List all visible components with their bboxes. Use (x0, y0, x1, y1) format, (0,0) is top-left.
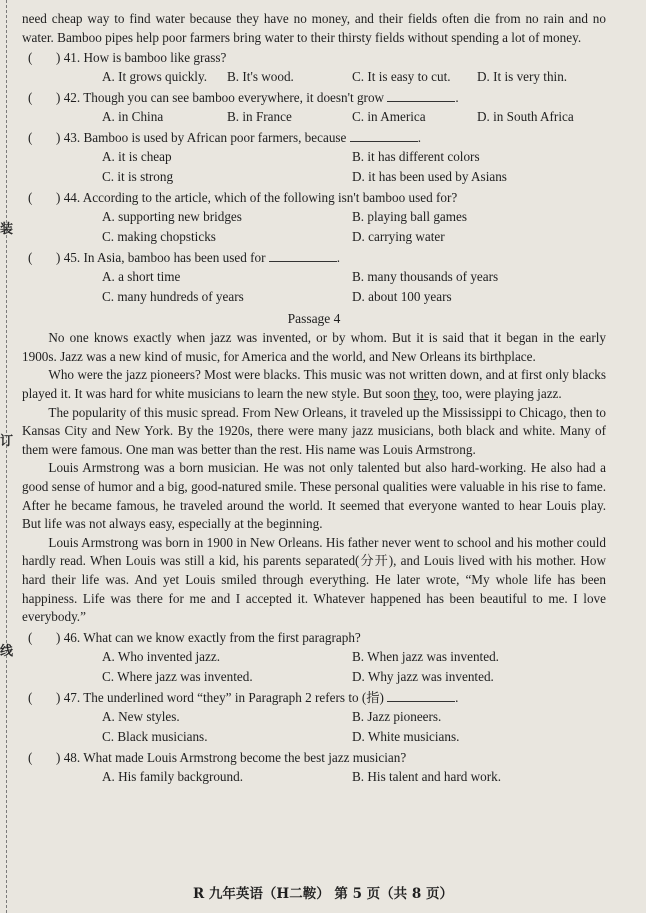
option-b[interactable]: B. many thousands of years (352, 269, 499, 285)
question-text: ) 41. How is bamboo like grass? (56, 50, 227, 66)
question-item (22, 188, 606, 247)
option-b[interactable]: B. His talent and hard work. (352, 768, 502, 784)
question-text: ) 42. Though you can see bamboo everywhere, it doesn't grow (56, 90, 385, 106)
answer-paren[interactable]: ( (28, 90, 33, 106)
option-c[interactable]: C. Black musicians. (102, 728, 208, 744)
option-a[interactable]: A. His family background. (102, 768, 244, 784)
options-grid (102, 107, 606, 127)
option-b[interactable]: B. it has different colors (352, 149, 480, 165)
question-text: ) 46. What can we know exactly from the first paragraph? (56, 629, 361, 645)
question-text: ) 43. Bamboo is used by African poor farmers, because (56, 130, 347, 146)
question-stem (22, 248, 606, 267)
option-c[interactable]: C. It is easy to cut. (352, 69, 451, 85)
underlined-word-they: they (413, 385, 436, 401)
question-text: ) 48. What made Louis Armstrong become the best jazz musician? (56, 749, 407, 765)
question-text: ) 44. According to the article, which of the following isn't bamboo used for? (56, 190, 458, 206)
question-item (22, 128, 606, 187)
options-grid (102, 207, 606, 247)
question-stem (22, 88, 606, 107)
question-text: ) 47. The underlined word “they” in Paragraph 2 refers to (指) (56, 689, 384, 705)
question-item (22, 88, 606, 127)
answer-blank[interactable] (387, 89, 455, 102)
option-b[interactable]: B. in France (227, 109, 292, 125)
options-grid (102, 67, 606, 87)
page-footer: R 九年英语（H二鞍） 第 5 页（共 8 页） (193, 886, 453, 902)
answer-paren[interactable]: ( (28, 250, 33, 266)
question-suffix: . (336, 250, 341, 266)
option-a[interactable]: A. in China (102, 109, 164, 125)
option-b[interactable]: B. playing ball games (352, 209, 468, 225)
option-d[interactable]: D. White musicians. (352, 728, 460, 744)
question-suffix: . (455, 689, 459, 705)
question-stem (22, 188, 606, 207)
options-grid (102, 147, 606, 187)
answer-blank[interactable] (269, 249, 337, 262)
passage-paragraph-3: The popularity of this music spread. From New Orleans, it traveled up the Mississippi to Chicago, then to Kansas City and New York. By the 1920s, there were many jazz musicians, both black and white. Many of them were famous. One man was better than the rest. His name was Louis Armstrong. (22, 404, 606, 457)
option-a[interactable]: A. New styles. (102, 708, 180, 724)
option-d[interactable]: D. Why jazz was invented. (352, 668, 494, 684)
passage-paragraph-1: No one knows exactly when jazz was invented, or by whom. But it is said that it began in the early 1900s. Jazz was a new kind of music, for America and the world, and New Orleans its birthplace. (22, 330, 606, 364)
option-c[interactable]: C. making chopsticks (102, 229, 216, 245)
option-b[interactable]: B. Jazz pioneers. (352, 708, 442, 724)
question-suffix: . (455, 90, 459, 106)
p2-text-before: Who were the jazz pioneers? Most were blacks. This music was not written down, and at first only blacks played it. It was hard for white musicians to learn the new style. But soon (22, 367, 606, 401)
question-item (22, 628, 606, 687)
question-item (22, 748, 606, 787)
intro-paragraph: need cheap way to find water because they have no money, and their fields often die from no rain and no water. Bamboo pipes help poor farmers bring water to their thirsty fields without spending a lot of money. (22, 11, 606, 45)
question-item (22, 48, 606, 87)
option-c[interactable]: C. it is strong (102, 169, 174, 185)
option-b[interactable]: B. It's wood. (227, 69, 294, 85)
question-stem (22, 748, 606, 767)
option-d[interactable]: D. about 100 years (352, 289, 452, 305)
answer-paren[interactable]: ( (28, 130, 33, 146)
p2-text-after: , too, were playing jazz. (435, 385, 562, 401)
option-a[interactable]: A. a short time (102, 269, 181, 285)
option-c[interactable]: C. many hundreds of years (102, 289, 244, 305)
answer-paren[interactable]: ( (28, 749, 33, 765)
questions-46-48 (22, 628, 606, 787)
option-a[interactable]: A. Who invented jazz. (102, 648, 221, 664)
options-grid (102, 267, 606, 307)
option-d[interactable]: D. in South Africa (477, 109, 574, 125)
passage-paragraph-2 (22, 366, 606, 403)
answer-paren[interactable]: ( (28, 689, 33, 705)
question-stem (22, 128, 606, 147)
binding-char-zhuang: 装 (0, 222, 14, 237)
question-stem (22, 48, 606, 67)
passage-title: Passage 4 (287, 311, 341, 327)
answer-blank[interactable] (350, 129, 418, 142)
page-content (22, 10, 606, 787)
options-grid (102, 647, 606, 687)
questions-41-45 (22, 48, 606, 307)
question-stem (22, 688, 606, 707)
option-b[interactable]: B. When jazz was invented. (352, 648, 499, 664)
options-grid (102, 767, 606, 787)
binding-line (6, 0, 17, 913)
question-stem (22, 628, 606, 647)
answer-paren[interactable]: ( (28, 50, 33, 66)
option-c[interactable]: C. Where jazz was invented. (102, 668, 253, 684)
binding-char-ding: 订 (0, 434, 14, 449)
option-d[interactable]: D. It is very thin. (477, 69, 568, 85)
question-item (22, 688, 606, 747)
option-a[interactable]: A. it is cheap (102, 149, 172, 165)
option-a[interactable]: A. It grows quickly. (102, 69, 207, 85)
question-text: ) 45. In Asia, bamboo has been used for (56, 250, 266, 266)
answer-paren[interactable]: ( (28, 190, 33, 206)
options-grid (102, 707, 606, 747)
option-d[interactable]: D. carrying water (352, 229, 445, 245)
passage-paragraph-5: Louis Armstrong was born in 1900 in New Orleans. His father never went to school and his mother could hardly read. When Louis was still a kid, his parents separated(分开), and Louis lived with his mother. How hard their life was. And yet Louis smiled through everything. He later wrote, “My whole life has been happiness. Life was there for me and I accepted it. Whatever happened has been beautiful to me. I love everybody.” (22, 534, 606, 625)
passage-paragraph-4: Louis Armstrong was a born musician. He was not only talented but also hard-working. He also had a good sense of humor and a big, good-natured smile. These personal qualities were valuable in his rise to fame. After he became famous, he traveled around the world. It seemed that everyone wanted to hear Louis play. But life was not always easy, especially at the beginning. (22, 460, 606, 532)
option-c[interactable]: C. in America (352, 109, 426, 125)
option-a[interactable]: A. supporting new bridges (102, 209, 242, 225)
question-suffix: . (417, 130, 422, 146)
question-item (22, 248, 606, 307)
option-d[interactable]: D. it has been used by Asians (352, 169, 507, 185)
binding-char-xian: 线 (0, 644, 14, 659)
answer-paren[interactable]: ( (28, 629, 33, 645)
answer-blank[interactable] (387, 689, 455, 702)
